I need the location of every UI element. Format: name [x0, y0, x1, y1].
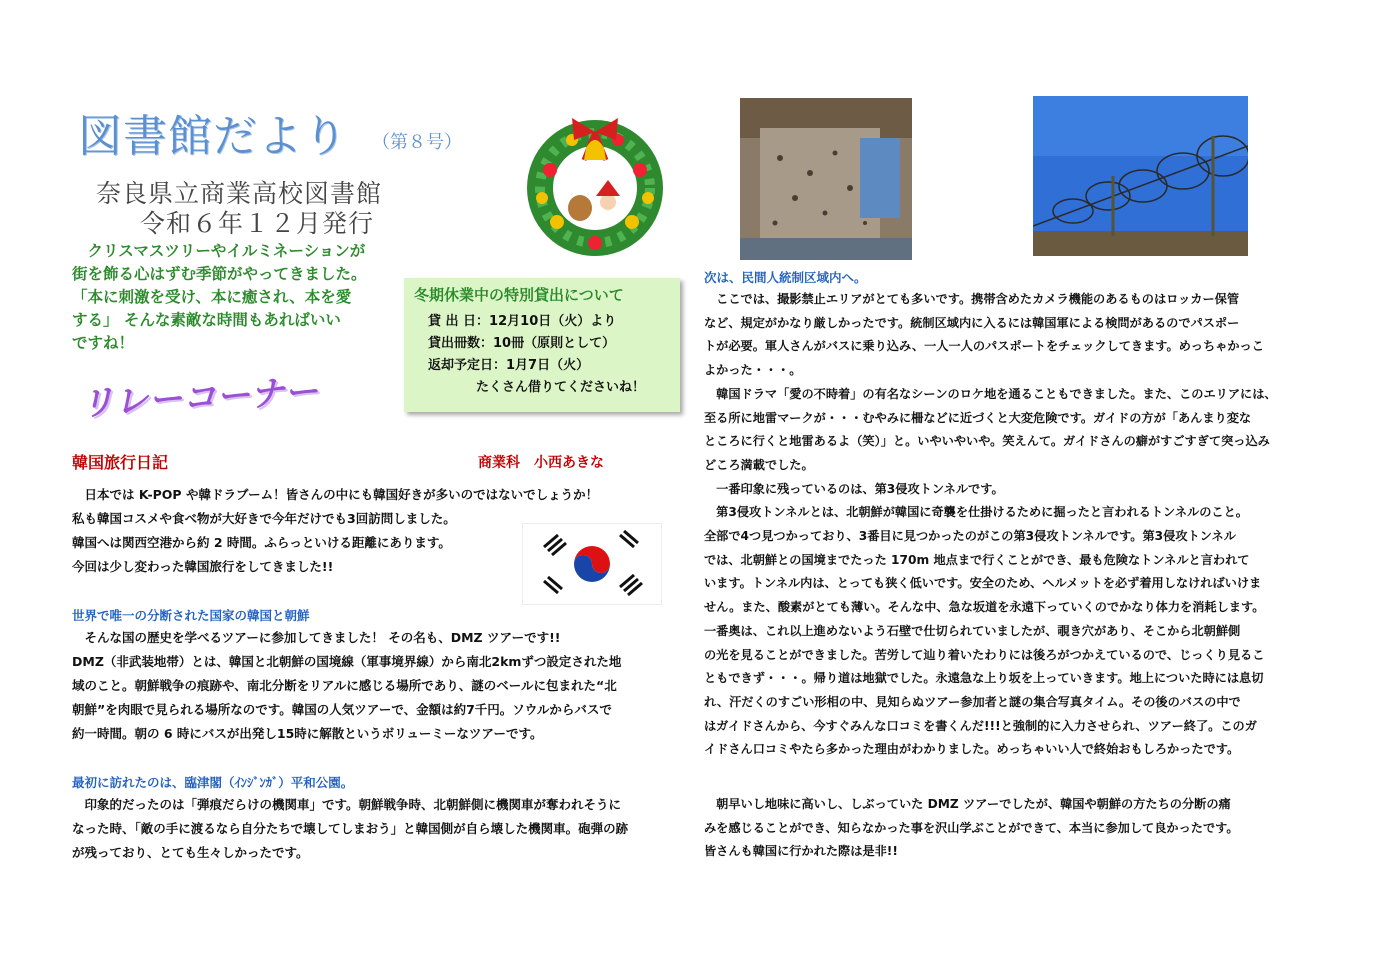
text-line: ともできず・・・。帰り道は地獄でした。永遠急な上り坂を上っていきます。地上についた時には息切 — [704, 671, 1264, 686]
text-line: ここでは、撮影禁止エリアがとても多いです。携帯含めたカメラ機能のあるものはロッカー保管 — [704, 292, 1240, 306]
relay-corner-title: リレーコーナー — [79, 371, 320, 425]
notice-closing: たくさん借りてくださいね！ — [476, 380, 646, 395]
bullet-riddled-locomotive-photo — [740, 98, 912, 260]
text-line: 私も韓国コスメや食べ物が大好きで今年だけでも3回訪問しました。 — [72, 511, 456, 526]
article-title: 韓国旅行日記 — [72, 453, 169, 472]
text-line: 一番奥は、これ以上進めないよう石壁で仕切られていましたが、覗き穴があり、そこから北朝鮮側 — [704, 623, 1241, 638]
conclusion-body — [704, 793, 1324, 864]
text-line: トが必要。軍人さんがバスに乗り込み、一人一人のパスポートをチェックしてきます。めっちゃかっこ — [704, 339, 1264, 354]
section-heading: 世界で唯一の分断された国家の韓国と朝鮮 — [72, 608, 310, 623]
text-line: せん。また、酸素がとても薄い。そんな中、急な坂道を永遠下っていくのでかなり体力を消耗します。 — [704, 600, 1265, 615]
text-line: なった時、「敵の手に渡るなら自分たちで壊してしまおう」と韓国側が自ら壊した機関車。砲弾の跡 — [72, 821, 629, 836]
intro-line: クリスマスツリーやイルミネーションが — [72, 242, 366, 260]
issue-date: 令和６年１２月発行 — [140, 209, 375, 238]
newsletter-title: 図書館だより — [78, 111, 348, 162]
section-body — [704, 288, 1324, 762]
text-line: どころ満載でした。 — [704, 457, 814, 472]
text-line: 朝早いし地味に高いし、しぶっていた DMZ ツアーでしたが、韓国や朝鮮の方たちの分断の痛 — [704, 797, 1231, 811]
school-name: 奈良県立商業高校図書館 — [96, 179, 383, 208]
text-line: の光を見ることができました。苦労して辿り着いたわりには後ろがつかえているので、じっくり見るこ — [704, 647, 1265, 662]
text-line: 朝鮮”を肉眼で見られる場所なのです。韓国の人気ツアーで、金額は約7千円。ソウルからバスで — [72, 702, 612, 717]
text-line: 皆さんも韓国に行かれた際は是非!! — [704, 844, 898, 859]
notice-title: 冬期休業中の特別貸出について — [414, 286, 624, 304]
text-line: 印象的だったのは「弾痕だらけの機関車」です。朝鮮戦争時、北朝鮮側に機関車が奪われそうに — [72, 797, 622, 812]
intro-text — [72, 240, 402, 355]
barbed-wire-fence-photo — [1033, 96, 1248, 256]
text-line: イドさん口コミやたら多かった理由がわかりました。めっちゃいい人で終始おもしろかったです。 — [704, 742, 1240, 757]
text-line: 韓国へは関西空港から約 2 時間。ふらっといける距離にあります。 — [72, 535, 451, 550]
text-line: ところに行くと地雷あるよ（笑）」と。いやいやいや。笑えんて。ガイドさんの癖がすごすぎて突っ込み — [704, 434, 1270, 449]
intro-line: 「本に刺激を受け、本に癒され、本を愛 — [72, 288, 352, 306]
section-heading: 最初に訪れたのは、臨津閣（ｲﾝｼﾞﾝｶﾞ）平和公園。 — [72, 775, 354, 790]
south-korea-flag-icon — [522, 523, 662, 605]
article-author: 商業科 小西あきな — [478, 455, 604, 471]
text-line: よかった・・・。 — [704, 363, 802, 378]
text-line: みを感じることができ、知らなかった事を沢山学ぶことができて、本当に参加して良かったです。 — [704, 820, 1239, 835]
issue-number: （第８号） — [372, 132, 462, 153]
text-line: 域のこと。朝鮮戦争の痕跡や、南北分断をリアルに感じる場所であり、謎のベールに包まれた“北 — [72, 678, 617, 693]
text-line: はガイドさんから、今すぐみんな口コミを書くんだ!!!と強制的に入力させられ、ツアー終了。このガ — [704, 718, 1257, 733]
text-line: DMZ（非武装地帯）とは、韓国と北朝鮮の国境線（軍事境界線）から南北2kmずつ設定された地 — [72, 654, 622, 669]
text-line: が残っており、とても生々しかったです。 — [72, 845, 309, 860]
notice-line: 返却予定日：1月7日（火） — [428, 358, 590, 373]
text-line: れ、汗だくのすごい形相の中、見知らぬツアー参加者と謎の集合写真タイム。その後のバスの中で — [704, 694, 1241, 709]
notice-line: 貸 出 日：12月10日（火）より — [428, 314, 617, 329]
lending-notice-box — [404, 278, 680, 412]
text-line: 全部で4つ見つかっており、3番目に見つかったのがこの第3侵攻トンネルです。第3侵攻トンネル — [704, 529, 1236, 544]
intro-line: する」 そんな素敵な時間もあればいい — [72, 311, 341, 329]
text-line: 一番印象に残っているのは、第3侵攻トンネルです。 — [704, 481, 1004, 496]
notice-line: 貸出冊数：10冊（原則として） — [428, 336, 616, 351]
intro-line: ですね！ — [72, 334, 135, 352]
text-line: います。トンネル内は、とっても狭く低いです。安全のため、ヘルメットを必ず着用しなければいけま — [704, 576, 1262, 591]
text-line: 今回は少し変わった韓国旅行をしてきました!! — [72, 559, 334, 574]
text-line: では、北朝鮮との国境までたった 170m 地点まで行くことができ、最も危険なトンネルと言われて — [704, 552, 1250, 567]
section-heading: 次は、民間人統制区域内へ。 — [704, 270, 867, 285]
text-line: など、規定がかなり厳しかったです。統制区域内に入るには韓国軍による検問があるのでパスポー — [704, 315, 1240, 330]
text-line: そんな国の歴史を学べるツアーに参加してきました！ その名も、DMZ ツアーです!! — [72, 630, 561, 645]
section-body — [72, 626, 682, 746]
christmas-wreath-icon — [512, 110, 678, 256]
text-line: 約一時間。朝の 6 時にバスが出発し15時に解散というボリューミーなツアーです。 — [72, 726, 543, 741]
text-line: 第3侵攻トンネルとは、北朝鮮が韓国に奇襲を仕掛けるために掘ったと言われるトンネルのこと。 — [704, 505, 1248, 520]
text-line: 韓国ドラマ「愛の不時着」の有名なシーンのロケ地を通ることもできました。また、このエリアには、 — [704, 386, 1277, 401]
text-line: 至る所に地雷マークが・・・むやみに柵などに近づくと大変危険です。ガイドの方が「あんまり変な — [704, 410, 1252, 425]
intro-line: 街を飾る心はずむ季節がやってきました。 — [72, 265, 367, 283]
section-body — [72, 793, 682, 865]
text-line: 日本では K-POP や韓ドラブーム！皆さんの中にも韓国好きが多いのではないでしょうか！ — [72, 487, 599, 502]
